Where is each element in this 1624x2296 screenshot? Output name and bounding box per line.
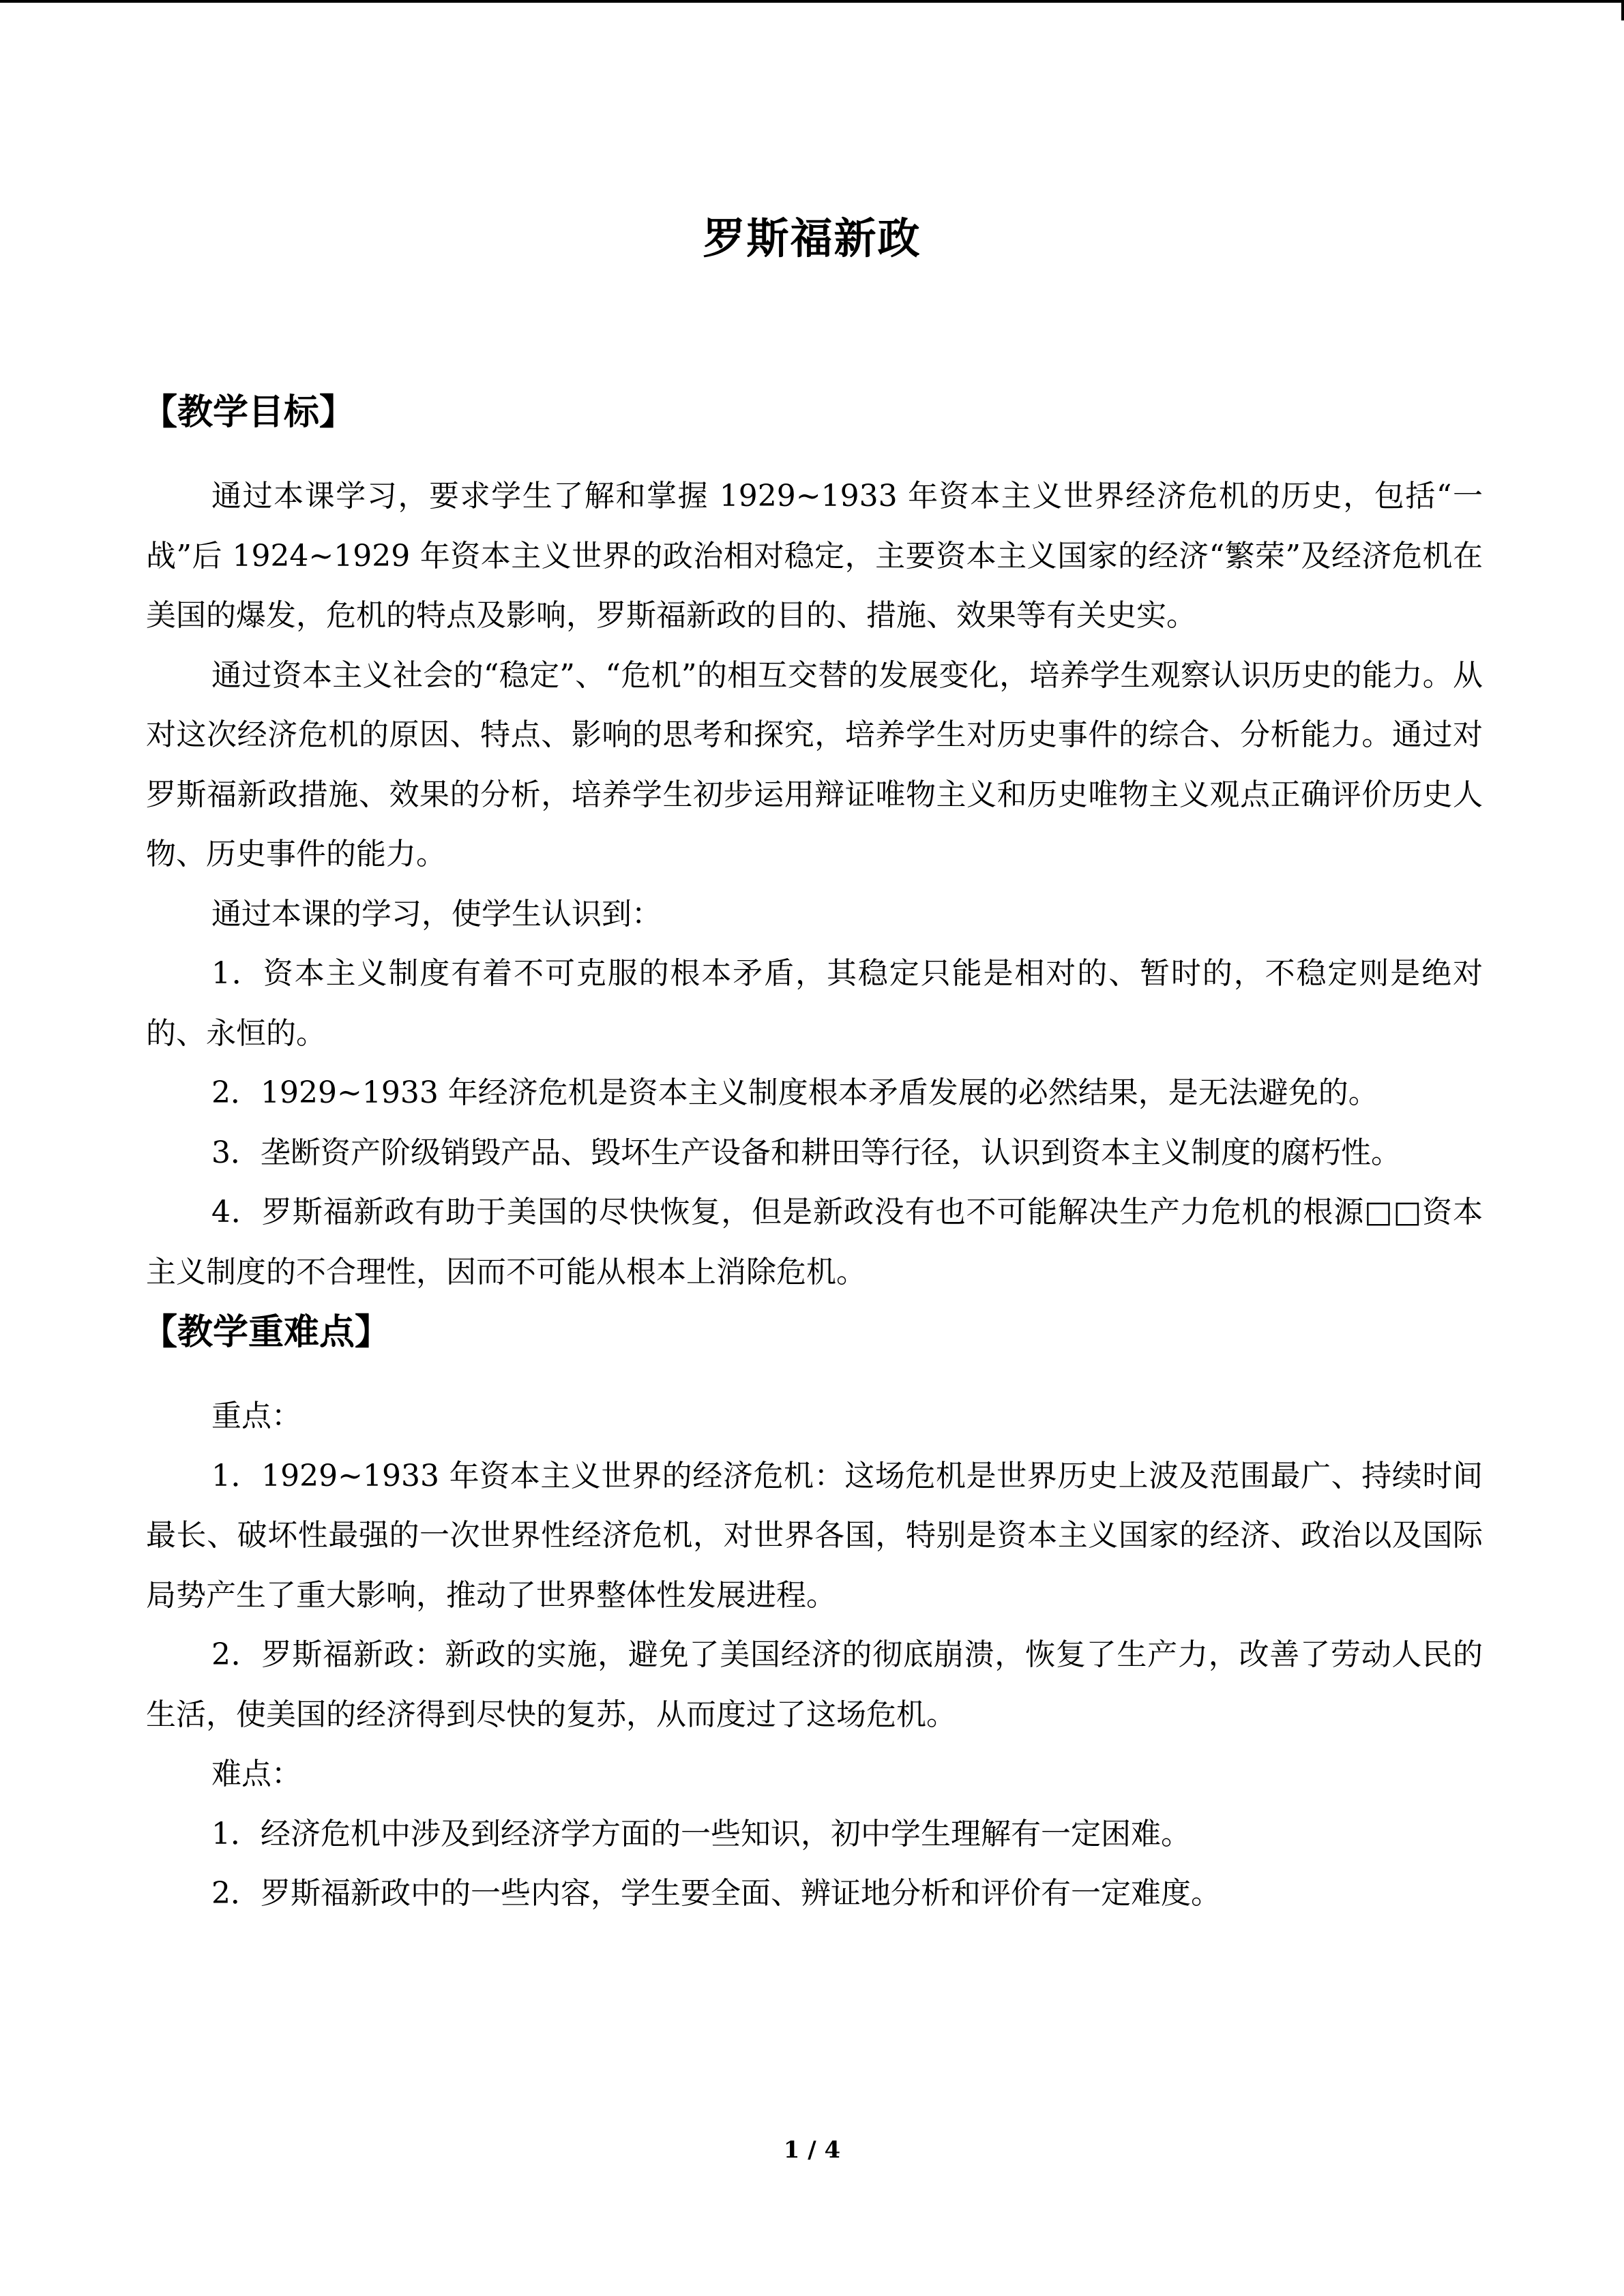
list-item: 3．垄断资产阶级销毁产品、毁坏生产设备和耕田等行径，认识到资本主义制度的腐朽性。: [211, 1135, 1401, 1170]
list-item: 4．罗斯福新政有助于美国的尽快恢复，但是新政没有也不可能解决生产力危机的根源□□资本主义制度的不合理性，因而不可能从根本上消除危机。: [146, 1195, 1483, 1289]
section-heading-key-points: 【教学重难点】: [142, 1312, 391, 1353]
subheading-key: 重点：: [211, 1399, 301, 1433]
document-title: 罗斯福新政: [703, 213, 921, 263]
subheading-difficult: 难点：: [211, 1757, 301, 1791]
list-item: 1．经济危机中涉及到经济学方面的一些知识，初中学生理解有一定困难。: [211, 1816, 1191, 1851]
page-number: 1 / 4: [783, 2136, 841, 2164]
document-body: [142, 382, 1483, 1924]
list-item: 2．1929~1933 年经济危机是资本主义制度根本矛盾发展的必然结果，是无法避免的。: [211, 1075, 1378, 1110]
paragraph: 通过本课的学习，使学生认识到：: [211, 896, 662, 931]
page-top-border: [0, 0, 1624, 3]
list-item: 2．罗斯福新政：新政的实施，避免了美国经济的彻底崩溃，恢复了生产力，改善了劳动人民的生活，使美国的经济得到尽快的复苏，从而度过了这场危机。: [146, 1637, 1483, 1732]
list-item: 1．1929~1933 年资本主义世界的经济危机：这场危机是世界历史上波及范围最广、持续时间最长、破坏性最强的一次世界性经济危机，对世界各国，特别是资本主义国家的经济、政治以及国际局势产生了重大影响，推动了世界整体性发展进程。: [146, 1458, 1483, 1613]
section-heading-teaching-goals: 【教学目标】: [142, 392, 355, 433]
list-item: 2．罗斯福新政中的一些内容，学生要全面、辨证地分析和评价有一定难度。: [211, 1876, 1221, 1911]
paragraph: 通过本课学习，要求学生了解和掌握 1929~1933 年资本主义世界经济危机的历史，包括“一战”后 1924~1929 年资本主义世界的政治相对稳定，主要资本主义国家的经济“繁荣”及经济危机在美国的爆发，危机的特点及影响，罗斯福新政的目的、措施、效果等有关史实。: [146, 479, 1483, 633]
page-corner-mark: [1621, 0, 1624, 20]
paragraph: 通过资本主义社会的“稳定”、“危机”的相互交替的发展变化，培养学生观察认识历史的能力。从对这次经济危机的原因、特点、影响的思考和探究，培养学生对历史事件的综合、分析能力。通过对罗斯福新政措施、效果的分析，培养学生初步运用辩证唯物主义和历史唯物主义观点正确评价历史人物、历史事件的能力。: [146, 657, 1483, 871]
list-item: 1．资本主义制度有着不可克服的根本矛盾，其稳定只能是相对的、暂时的，不稳定则是绝对的、永恒的。: [146, 956, 1483, 1051]
